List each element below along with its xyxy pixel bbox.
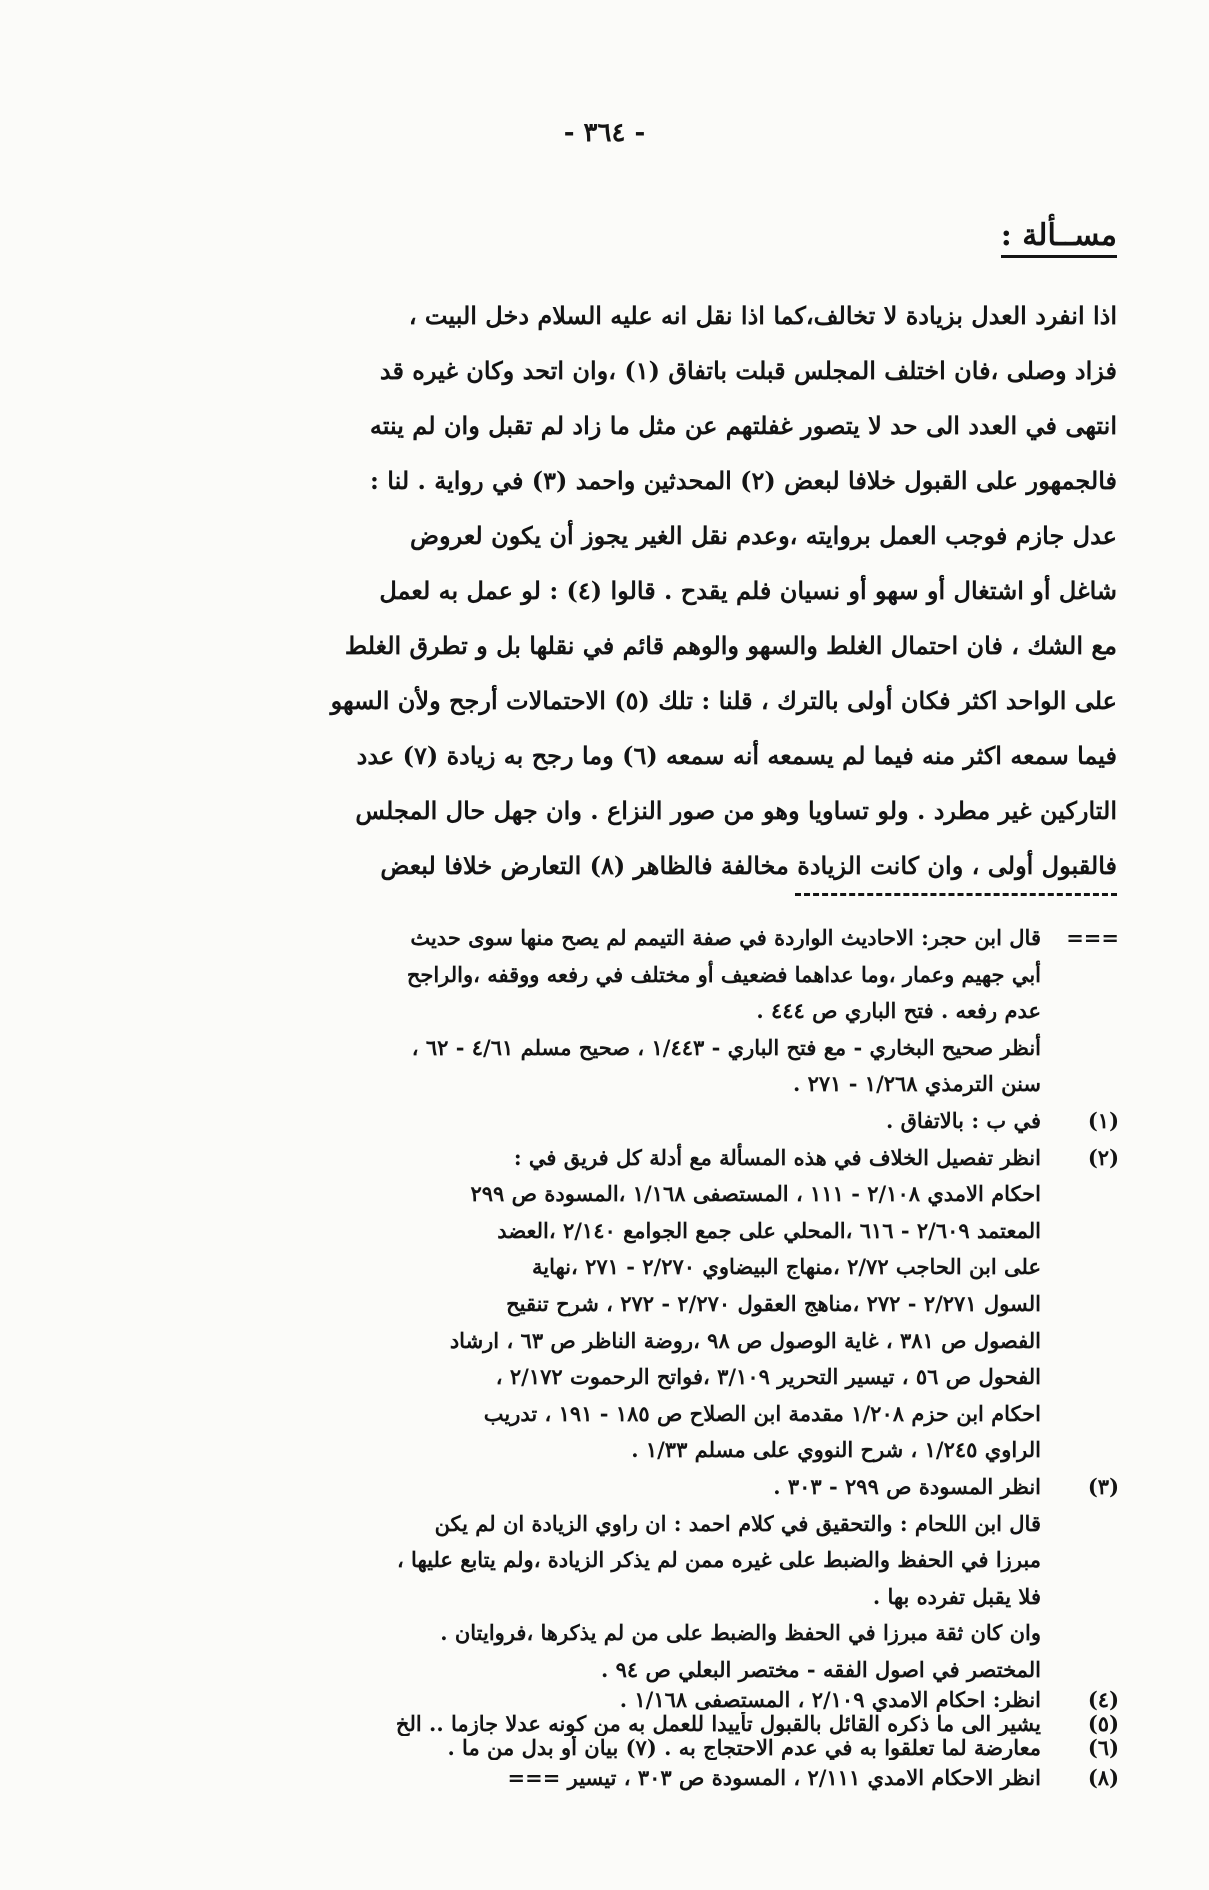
section-heading: مســألة :	[1001, 218, 1117, 258]
footnote-line	[184, 993, 1119, 1030]
footnote-marker	[1041, 1542, 1119, 1579]
footnote-line	[184, 1615, 1119, 1652]
footnote-marker	[1041, 1506, 1119, 1543]
text-line: انتهى في العدد الى حد لا يتصور غفلتهم عن مثل ما زاد لم تقبل وان لم ينته	[369, 411, 1117, 440]
footnote-marker	[1041, 1615, 1119, 1652]
text-line: عدل جازم فوجب العمل بروايته ،وعدم نقل الغير يجوز أن يكون لعروض	[409, 521, 1117, 550]
footnote-marker: (٦)	[1087, 1735, 1119, 1761]
footnote-line	[184, 957, 1119, 994]
footnote-marker	[1041, 1396, 1119, 1433]
footnote-text: عدم رفعه . فتح الباري ص ٤٤٤ .	[756, 998, 1041, 1024]
footnote-text: الفحول ص ٥٦ ، تيسير التحرير ٣/١٠٩ ،فواتح الرحموت ٢/١٧٢ ،	[495, 1364, 1041, 1390]
footnote-line	[184, 1542, 1119, 1579]
footnote-marker	[1041, 1432, 1119, 1469]
footnote-line	[184, 1140, 1119, 1177]
footnote-text: احكام ابن حزم ١/٢٠٨ مقدمة ابن الصلاح ص ١٨٥ - ١٩١ ، تدريب	[483, 1400, 1041, 1426]
footnote-text: قال ابن اللحام : والتحقيق في كلام احمد : ان راوي الزيادة ان لم يكن	[434, 1510, 1041, 1536]
footnote-line	[184, 1103, 1119, 1140]
footnote-text: على ابن الحاجب ٢/٧٢ ،منهاج البيضاوي ٢/٢٧٠ - ٢٧١ ،نهاية	[531, 1254, 1041, 1280]
footnote-marker	[1041, 1249, 1119, 1286]
footnote-text: انظر المسودة ص ٢٩٩ - ٣٠٣ .	[773, 1473, 1041, 1499]
text-line: مع الشك ، فان احتمال الغلط والسهو والوهم قائم في نقلها بل و تطرق الغلط	[344, 631, 1117, 660]
footnote-text: انظر الاحكام الامدي ٢/١١١ ، المسودة ص ٣٠٣ ، تيسير ===	[507, 1765, 1041, 1791]
footnote-marker: (٤)	[1087, 1687, 1119, 1713]
footnote-marker: (٣)	[1087, 1473, 1119, 1499]
footnote-marker	[1041, 1323, 1119, 1360]
footnote-text: سنن الترمذي ١/٢٦٨ - ٢٧١ .	[792, 1071, 1041, 1097]
footnote-marker	[1041, 1066, 1119, 1103]
text-line: على الواحد اكثر فكان أولى بالترك ، قلنا : تلك (٥) الاحتمالات أرجح ولأن السهو	[330, 686, 1117, 715]
footnote-marker	[1041, 993, 1119, 1030]
footnote-line	[184, 1760, 1119, 1797]
footnote-text: أنظر صحيح البخاري - مع فتح الباري - ١/٤٤٣ ، صحيح مسلم ٤/٦١ - ٦٢ ،	[411, 1034, 1041, 1060]
main-text	[197, 288, 1117, 893]
text-line: فيما سمعه اكثر منه فيما لم يسمعه أنه سمعه (٦) وما رجح به زيادة (٧) عدد	[356, 741, 1117, 770]
footnote-text: انظر تفصيل الخلاف في هذه المسألة مع أدلة كل فريق في :	[513, 1144, 1041, 1170]
footnote-line	[184, 1176, 1119, 1213]
footnote-text: يشير الى ما ذكره القائل بالقبول تأييدا للعمل به من كونه عدلا جازما .. الخ	[395, 1712, 1041, 1737]
footnote-text: الراوي ١/٢٤٥ ، شرح النووي على مسلم ١/٣٣ .	[631, 1437, 1041, 1463]
text-line: فالجمهور على القبول خلافا لبعض (٢) المحدثين واحمد (٣) في رواية . لنا :	[370, 466, 1117, 495]
footnote-line	[184, 920, 1119, 957]
footnote-marker	[1041, 1579, 1119, 1616]
text-line: فزاد وصلى ،فان اختلف المجلس قبلت باتفاق (١) ،وان اتحد وكان غيره قد	[379, 356, 1117, 385]
footnote-line	[184, 1359, 1119, 1396]
page-number: - ٣٦٤ -	[563, 118, 646, 148]
footnote-line	[184, 1469, 1119, 1506]
footnote-line	[184, 1688, 1119, 1712]
footnote-text: أبي جهيم وعمار ،وما عداهما فضعيف أو مختلف في رفعه ووقفه ،والراجح	[406, 961, 1041, 987]
footnote-line	[184, 1579, 1119, 1616]
footnote-text: المعتمد ٢/٦٠٩ - ٦١٦ ،المحلي على جمع الجوامع ٢/١٤٠ ،العضد	[497, 1217, 1041, 1243]
footnote-line	[184, 1213, 1119, 1250]
footnote-line	[184, 1396, 1119, 1433]
footnote-line	[184, 1249, 1119, 1286]
footnote-line	[184, 1506, 1119, 1543]
footnote-text: فلا يقبل تفرده بها .	[872, 1583, 1041, 1609]
footnote-marker: (١)	[1087, 1107, 1119, 1133]
footnote-line	[184, 1066, 1119, 1103]
footnote-text: وان كان ثقة مبرزا في الحفظ والضبط على من لم يذكرها ،فروايتان .	[440, 1620, 1041, 1646]
footnote-text: الفصول ص ٣٨١ ، غاية الوصول ص ٩٨ ،روضة الناظر ص ٦٣ ، ارشاد	[449, 1327, 1041, 1353]
text-line: شاغل أو اشتغال أو سهو أو نسيان فلم يقدح . قالوا (٤) : لو عمل به لعمل	[379, 576, 1117, 605]
footnote-text: احكام الامدي ٢/١٠٨ - ١١١ ، المستصفى ١/١٦٨ ،المسودة ص ٢٩٩	[470, 1181, 1041, 1207]
footnote-text: مبرزا في الحفظ والضبط على غيره ممن لم يذكر الزيادة ،ولم يتابع عليها ،	[396, 1547, 1041, 1573]
footnote-marker	[1041, 957, 1119, 994]
footnote-marker: (٢)	[1087, 1144, 1119, 1170]
footnote-text: انظر: احكام الامدي ٢/١٠٩ ، المستصفى ١/١٦٨ .	[619, 1688, 1041, 1713]
footnote-text: السول ٢/٢٧١ - ٢٧٢ ،مناهج العقول ٢/٢٧٠ - ٢٧٢ ، شرح تنقيح	[506, 1290, 1041, 1316]
footnote-marker	[1041, 1286, 1119, 1323]
text-line: فالقبول أولى ، وان كانت الزيادة مخالفة فالظاهر (٨) التعارض خلافا لبعض	[380, 851, 1117, 880]
footnote-marker	[1041, 1359, 1119, 1396]
footnote-marker	[1041, 1030, 1119, 1067]
footnote-divider	[795, 893, 1117, 896]
footnote-text: قال ابن حجر: الاحاديث الواردة في صفة التيمم لم يصح منها سوى حديث	[410, 925, 1041, 950]
footnote-marker: ===	[1066, 925, 1119, 950]
footnote-marker: (٨)	[1087, 1765, 1119, 1791]
footnote-marker	[1041, 1176, 1119, 1213]
footnote-text: معارضة لما تعلقوا به في عدم الاحتجاج به . (٧) بيان أو بدل من ما .	[447, 1736, 1041, 1761]
footnote-text: المختصر في اصول الفقه - مختصر البعلي ص ٩٤ .	[601, 1656, 1041, 1682]
footnote-line	[184, 1652, 1119, 1689]
footnote-line	[184, 1432, 1119, 1469]
footnote-line	[184, 1712, 1119, 1736]
footnote-line	[184, 1736, 1119, 1760]
footnote-line	[184, 1286, 1119, 1323]
footnote-marker	[1041, 1213, 1119, 1250]
footnote-line	[184, 1323, 1119, 1360]
footnotes	[184, 920, 1119, 1797]
footnote-text: في ب : بالاتفاق .	[886, 1107, 1041, 1133]
footnote-line	[184, 1030, 1119, 1067]
footnote-marker	[1041, 1652, 1119, 1689]
text-line: اذا انفرد العدل بزيادة لا تخالف،كما اذا نقل انه عليه السلام دخل البيت ،	[408, 301, 1117, 330]
text-line: التاركين غير مطرد . ولو تساويا وهو من صور النزاع . وان جهل حال المجلس	[355, 796, 1117, 825]
footnote-marker: (٥)	[1087, 1711, 1119, 1737]
